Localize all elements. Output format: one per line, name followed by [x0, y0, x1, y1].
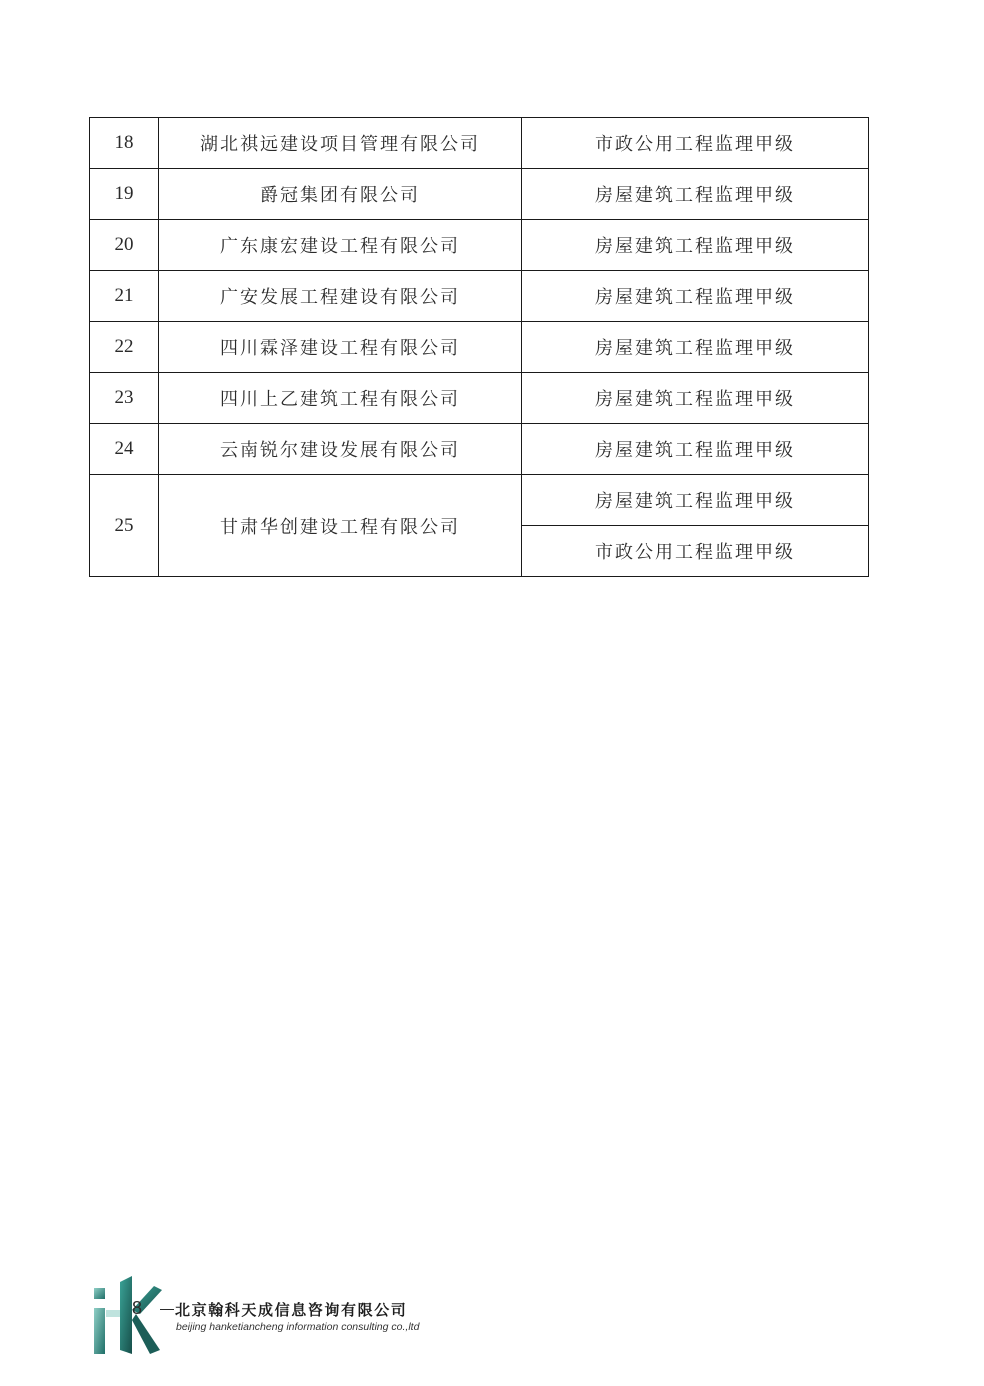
qualification-cell: 房屋建筑工程监理甲级	[522, 475, 869, 526]
footer-dash	[160, 1309, 174, 1310]
row-number-cell: 25	[90, 475, 159, 577]
row-number-cell: 23	[90, 373, 159, 424]
company-name-cell: 四川上乙建筑工程有限公司	[159, 373, 522, 424]
row-number-cell: 21	[90, 271, 159, 322]
table-row	[90, 169, 869, 220]
table-row	[90, 322, 869, 373]
row-number-cell: 19	[90, 169, 159, 220]
table-row	[90, 271, 869, 322]
row-number-cell: 22	[90, 322, 159, 373]
table-row	[90, 373, 869, 424]
qualification-cell: 房屋建筑工程监理甲级	[522, 169, 869, 220]
qualification-cell: 房屋建筑工程监理甲级	[522, 373, 869, 424]
company-name-en: beijing hanketiancheng information consulting co.,ltd	[176, 1321, 420, 1333]
qualification-cell: 房屋建筑工程监理甲级	[522, 220, 869, 271]
qualification-cell: 房屋建筑工程监理甲级	[522, 322, 869, 373]
company-name-cn: 北京翰科天成信息咨询有限公司	[175, 1301, 408, 1319]
qualification-table	[89, 117, 869, 577]
page-footer	[92, 1274, 452, 1358]
qualification-cell: 市政公用工程监理甲级	[522, 118, 869, 169]
qualification-cell: 市政公用工程监理甲级	[522, 526, 869, 577]
qualification-cell: 房屋建筑工程监理甲级	[522, 424, 869, 475]
company-name-cell: 广安发展工程建设有限公司	[159, 271, 522, 322]
table-row	[90, 424, 869, 475]
table-row	[90, 118, 869, 169]
row-number-cell: 18	[90, 118, 159, 169]
qualification-table-body	[90, 118, 869, 577]
company-name-cell: 广东康宏建设工程有限公司	[159, 220, 522, 271]
company-name-cell: 湖北祺远建设项目管理有限公司	[159, 118, 522, 169]
company-name-cell: 四川霖泽建设工程有限公司	[159, 322, 522, 373]
row-number-cell: 24	[90, 424, 159, 475]
company-name-cell: 甘肃华创建设工程有限公司	[159, 475, 522, 577]
page-number: 8	[132, 1298, 143, 1318]
company-name-cell: 爵冠集团有限公司	[159, 169, 522, 220]
company-name-cell: 云南锐尔建设发展有限公司	[159, 424, 522, 475]
table-row	[90, 220, 869, 271]
table-row	[90, 475, 869, 526]
company-logo	[92, 1274, 164, 1356]
row-number-cell: 20	[90, 220, 159, 271]
qualification-cell: 房屋建筑工程监理甲级	[522, 271, 869, 322]
